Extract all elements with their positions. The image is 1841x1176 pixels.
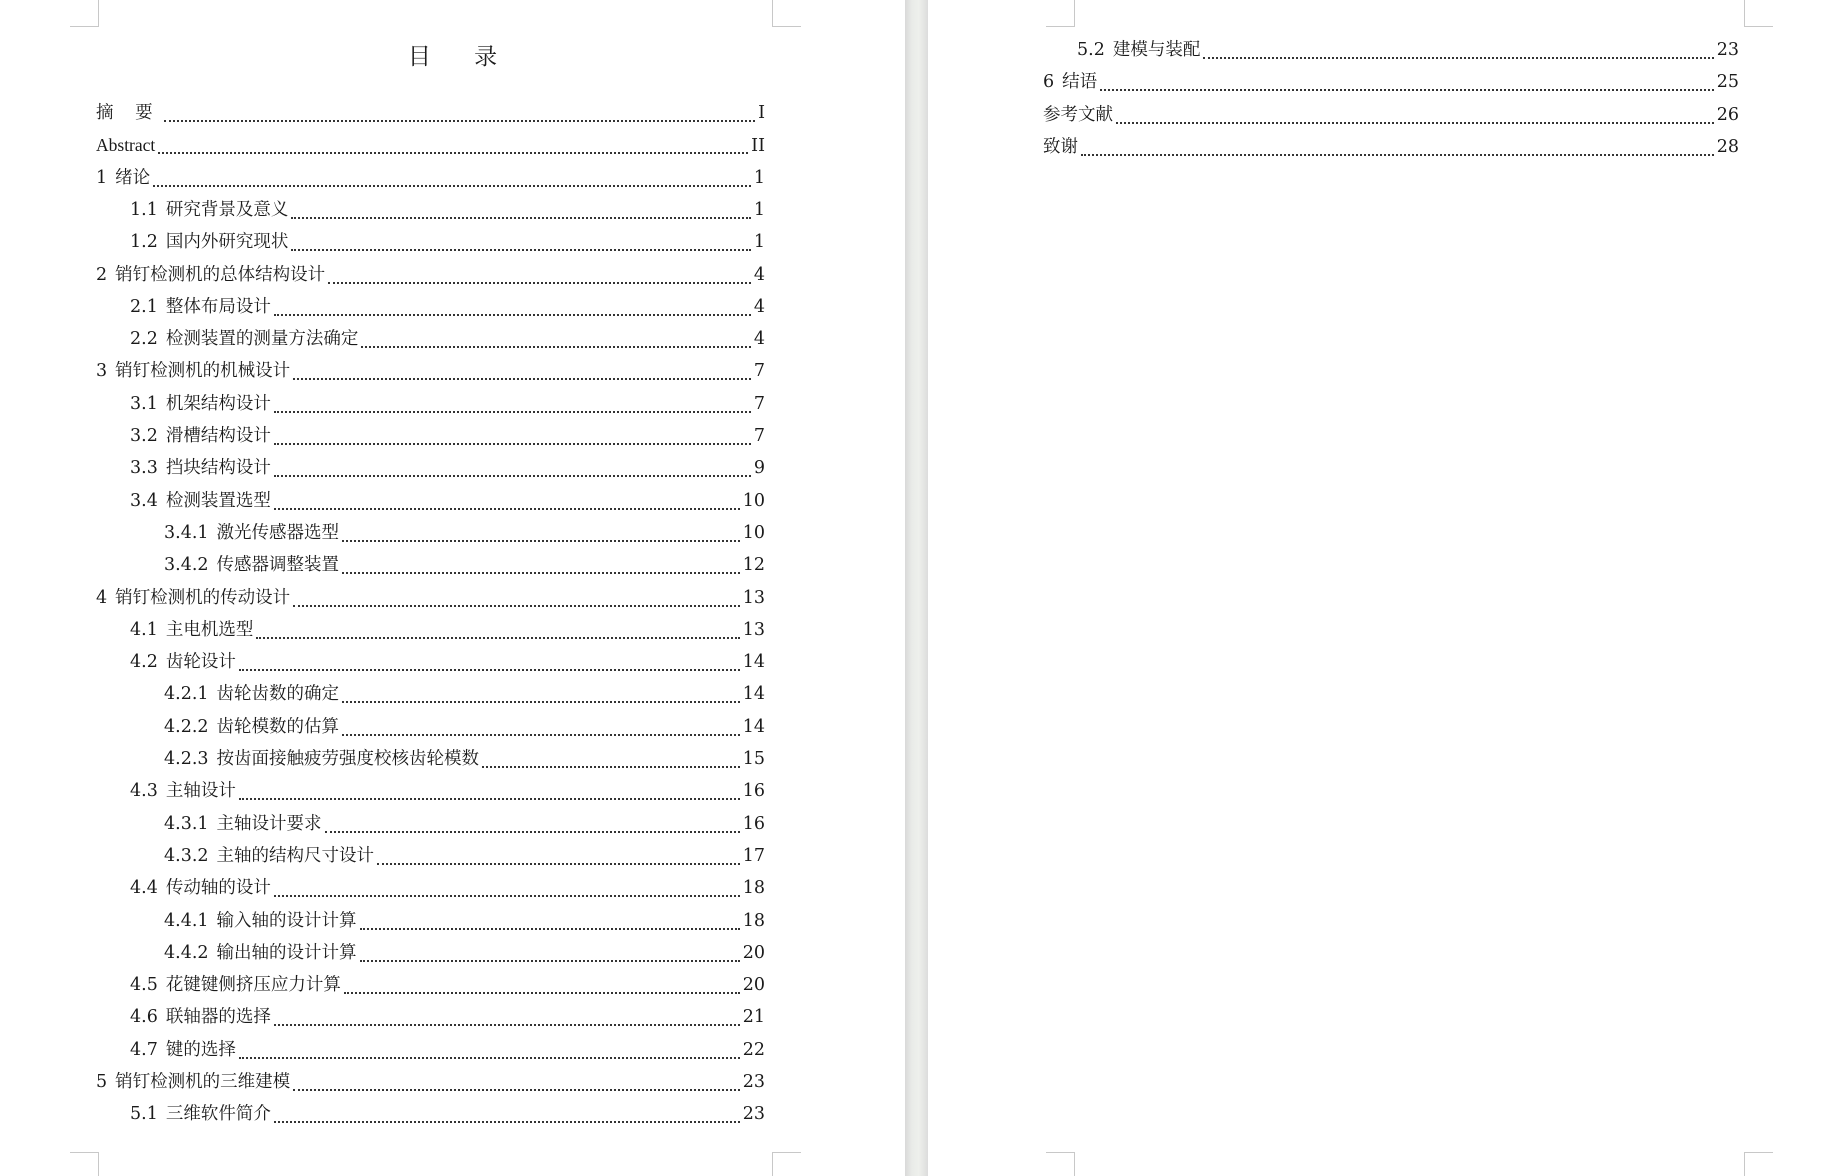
toc-entry[interactable] — [96, 263, 765, 287]
toc-entry-number: 6 — [1043, 72, 1055, 93]
toc-entry-page-number: 17 — [742, 845, 765, 866]
toc-entry-page-number: 7 — [753, 393, 765, 414]
toc-entry-title: 挡块结构设计 — [165, 458, 271, 479]
toc-dot-leader — [274, 508, 740, 510]
toc-list-page-2 — [928, 0, 1841, 1176]
toc-dot-leader — [328, 282, 751, 284]
toc-entry-page-number: 18 — [742, 878, 765, 899]
toc-dot-leader — [239, 798, 740, 800]
toc-entry-page-number: 23 — [742, 1072, 765, 1092]
toc-entry-title: 联轴器的选择 — [165, 1007, 271, 1028]
toc-entry[interactable] — [164, 812, 765, 836]
toc-dot-leader — [291, 249, 751, 251]
toc-dot-leader — [293, 378, 751, 380]
toc-entry[interactable] — [96, 133, 765, 157]
toc-dot-leader — [1081, 154, 1714, 156]
toc-entry[interactable] — [96, 101, 765, 125]
toc-entry[interactable] — [130, 650, 765, 674]
toc-entry-page-number: 14 — [742, 684, 765, 705]
toc-entry[interactable] — [164, 521, 765, 545]
toc-entry-number: 4.2.2 — [164, 716, 209, 737]
toc-entry-title: 主轴的结构尺寸设计 — [216, 845, 375, 866]
toc-entry-title: 传感器调整装置 — [216, 555, 340, 576]
toc-entry[interactable] — [130, 489, 765, 513]
toc-entry-page-number: 1 — [753, 167, 765, 188]
toc-entry-number: 4.3.2 — [164, 845, 209, 866]
toc-entry[interactable] — [1043, 135, 1739, 159]
toc-entry-page-number: 13 — [742, 587, 765, 608]
toc-entry-number: 4.6 — [130, 1007, 158, 1028]
toc-entry-page-number: 10 — [742, 522, 765, 543]
toc-entry[interactable] — [130, 424, 765, 448]
toc-dot-leader — [360, 928, 740, 930]
toc-entry-number: 3.4.1 — [164, 522, 209, 543]
toc-entry-title: 销钉检测机的总体结构设计 — [115, 264, 326, 285]
toc-dot-leader — [293, 605, 740, 607]
toc-entry-page-number: II — [751, 136, 765, 157]
toc-entry-title: 主轴设计 — [165, 781, 236, 802]
toc-entry-page-number: 15 — [742, 749, 765, 769]
toc-dot-leader — [291, 217, 751, 219]
toc-entry[interactable] — [130, 230, 765, 254]
toc-dot-leader — [360, 960, 740, 962]
toc-entry[interactable] — [96, 1070, 765, 1094]
toc-entry[interactable] — [164, 909, 765, 933]
toc-dot-leader — [482, 766, 740, 768]
toc-entry-title: 销钉检测机的机械设计 — [115, 361, 291, 382]
toc-dot-leader — [274, 411, 751, 413]
toc-dot-leader — [164, 120, 756, 122]
toc-dot-leader — [274, 475, 751, 477]
toc-entry-page-number: I — [758, 103, 765, 123]
toc-entry-number: 3.3 — [130, 458, 158, 479]
toc-dot-leader — [342, 701, 740, 703]
toc-entry-number: 3.4 — [130, 490, 158, 511]
toc-entry[interactable] — [164, 682, 765, 706]
toc-entry[interactable] — [130, 295, 765, 319]
toc-entry[interactable] — [130, 456, 765, 480]
toc-entry-number: 3.2 — [130, 426, 158, 446]
toc-dot-leader — [377, 863, 740, 865]
toc-entry-page-number: 14 — [742, 652, 765, 673]
toc-dot-leader — [153, 185, 751, 187]
page-gap — [905, 0, 928, 1176]
toc-entry-title: 键的选择 — [165, 1039, 236, 1060]
toc-entry-page-number: 4 — [753, 264, 765, 285]
toc-entry-page-number: 1 — [753, 232, 765, 253]
toc-entry-title: 按齿面接触疲劳强度校核齿轮模数 — [216, 749, 480, 769]
toc-entry-number: 4.3.1 — [164, 813, 209, 834]
toc-entry-title: 销钉检测机的三维建模 — [115, 1072, 291, 1092]
toc-dot-leader — [342, 572, 740, 574]
toc-entry-title: 参考文献 — [1043, 104, 1113, 125]
toc-entry[interactable] — [164, 715, 765, 739]
toc-dot-leader — [361, 346, 751, 348]
toc-entry-page-number: 21 — [742, 1007, 765, 1028]
toc-entry-title: 绪论 — [115, 167, 151, 188]
toc-entry[interactable] — [130, 618, 765, 642]
toc-entry[interactable] — [130, 973, 765, 997]
toc-entry-page-number: 16 — [742, 781, 765, 802]
toc-entry-title: 传动轴的设计 — [165, 878, 271, 899]
toc-entry[interactable] — [130, 327, 765, 351]
toc-dot-leader — [274, 1121, 740, 1123]
toc-entry-page-number: 1 — [753, 199, 765, 220]
toc-entry[interactable] — [96, 359, 765, 383]
toc-entry-title: 齿轮齿数的确定 — [216, 684, 340, 705]
toc-entry-number: 2.1 — [130, 296, 158, 317]
toc-entry-title: 滑槽结构设计 — [165, 426, 271, 446]
toc-entry-title: 整体布局设计 — [165, 296, 271, 317]
toc-entry-title: 销钉检测机的传动设计 — [115, 587, 291, 608]
toc-entry-number: 2.2 — [130, 329, 158, 350]
toc-entry-page-number: 23 — [742, 1104, 765, 1125]
toc-dot-leader — [274, 314, 751, 316]
toc-entry-page-number: 12 — [742, 555, 765, 576]
toc-entry[interactable] — [130, 1102, 765, 1126]
toc-entry-page-number: 26 — [1716, 104, 1739, 125]
toc-entry-number: 4.3 — [130, 781, 158, 802]
toc-entry-title: 齿轮模数的估算 — [216, 716, 340, 737]
toc-entry[interactable] — [1077, 38, 1739, 62]
toc-entry-page-number: 16 — [742, 813, 765, 834]
toc-entry-number: 5.2 — [1077, 40, 1105, 60]
toc-entry-number: 4 — [96, 587, 108, 608]
toc-list-page-1 — [0, 0, 905, 1176]
toc-entry-page-number: 7 — [753, 361, 765, 382]
toc-entry-title: 建模与装配 — [1112, 40, 1201, 60]
toc-entry-page-number: 4 — [753, 296, 765, 317]
toc-entry-page-number: 20 — [742, 975, 765, 996]
toc-entry-number: 4.2.3 — [164, 749, 209, 769]
toc-entry-number: 5 — [96, 1072, 108, 1092]
toc-entry-page-number: 4 — [753, 329, 765, 350]
toc-entry-number: 2 — [96, 264, 108, 285]
toc-dot-leader — [342, 734, 740, 736]
toc-entry-title: 检测装置选型 — [165, 490, 271, 511]
toc-entry[interactable] — [1043, 70, 1739, 94]
page-2 — [928, 0, 1841, 1176]
toc-entry[interactable] — [96, 586, 765, 610]
toc-entry-number: 5.1 — [130, 1104, 158, 1125]
toc-dot-leader — [344, 992, 740, 994]
toc-entry[interactable] — [164, 844, 765, 868]
toc-entry-title: 齿轮设计 — [165, 652, 236, 673]
toc-entry-title: 致谢 — [1043, 136, 1078, 157]
toc-entry-number: 1 — [96, 167, 108, 188]
toc-entry-title: 结语 — [1062, 72, 1098, 93]
toc-entry[interactable] — [130, 876, 765, 900]
toc-entry-title: 输出轴的设计计算 — [216, 942, 357, 963]
toc-entry-title: 主轴设计要求 — [216, 813, 322, 834]
toc-entry-number: 4.1 — [130, 619, 158, 640]
toc-entry-title: 激光传感器选型 — [216, 522, 340, 543]
toc-entry[interactable] — [130, 1038, 765, 1062]
toc-entry-title: 研究背景及意义 — [165, 199, 289, 220]
toc-entry[interactable] — [164, 553, 765, 577]
toc-entry-number: 3.4.2 — [164, 555, 209, 576]
toc-entry-title: 机架结构设计 — [165, 393, 271, 414]
toc-entry-page-number: 25 — [1716, 72, 1739, 93]
toc-entry-title: Abstract — [96, 135, 156, 156]
toc-entry-number: 4.5 — [130, 975, 158, 996]
toc-entry-number: 3.1 — [130, 393, 158, 414]
toc-entry[interactable] — [96, 166, 765, 190]
toc-title: 目 录 — [407, 44, 516, 70]
toc-dot-leader — [256, 637, 739, 639]
toc-entry-page-number: 22 — [742, 1039, 765, 1060]
toc-entry-page-number: 23 — [1716, 40, 1739, 60]
toc-entry-page-number: 7 — [753, 426, 765, 446]
toc-entry[interactable] — [164, 941, 765, 965]
toc-entry-page-number: 9 — [753, 458, 765, 479]
toc-dot-leader — [274, 1024, 740, 1026]
toc-entry-title: 检测装置的测量方法确定 — [165, 329, 359, 350]
toc-entry-title: 摘 要 — [96, 103, 161, 123]
toc-entry-number: 4.7 — [130, 1039, 158, 1060]
toc-dot-leader — [1100, 89, 1714, 91]
toc-entry-title: 花键键侧挤压应力计算 — [165, 975, 341, 996]
toc-entry-title: 国内外研究现状 — [165, 232, 289, 253]
toc-dot-leader — [239, 1057, 740, 1059]
toc-entry-page-number: 18 — [742, 910, 765, 931]
toc-dot-leader — [293, 1089, 740, 1091]
toc-entry-number: 1.1 — [130, 199, 158, 220]
toc-dot-leader — [325, 831, 740, 833]
toc-entry[interactable] — [164, 747, 765, 771]
toc-entry-title: 三维软件简介 — [165, 1104, 271, 1125]
toc-entry-page-number: 20 — [742, 942, 765, 963]
toc-entry[interactable] — [130, 198, 765, 222]
toc-entry-number: 1.2 — [130, 232, 158, 253]
toc-entry-number: 3 — [96, 361, 108, 382]
toc-dot-leader — [1116, 122, 1714, 124]
toc-entry[interactable] — [130, 1005, 765, 1029]
toc-entry-number: 4.4.1 — [164, 910, 209, 931]
toc-dot-leader — [274, 443, 751, 445]
toc-entry-page-number: 28 — [1716, 136, 1739, 157]
toc-dot-leader — [158, 152, 748, 154]
toc-entry-number: 4.2.1 — [164, 684, 209, 705]
toc-entry-number: 4.2 — [130, 652, 158, 673]
toc-dot-leader — [274, 895, 740, 897]
toc-entry-page-number: 13 — [742, 619, 765, 640]
toc-entry-page-number: 10 — [742, 490, 765, 511]
toc-dot-leader — [342, 540, 740, 542]
toc-dot-leader — [1203, 57, 1713, 59]
toc-entry-title: 主电机选型 — [165, 619, 254, 640]
toc-entry[interactable] — [130, 779, 765, 803]
toc-entry-number: 4.4.2 — [164, 942, 209, 963]
toc-entry-page-number: 14 — [742, 716, 765, 737]
page-1 — [0, 0, 905, 1176]
toc-entry[interactable] — [1043, 103, 1739, 127]
toc-entry-number: 4.4 — [130, 878, 158, 899]
toc-entry-title: 输入轴的设计计算 — [216, 910, 357, 931]
toc-dot-leader — [239, 669, 740, 671]
toc-entry[interactable] — [130, 392, 765, 416]
